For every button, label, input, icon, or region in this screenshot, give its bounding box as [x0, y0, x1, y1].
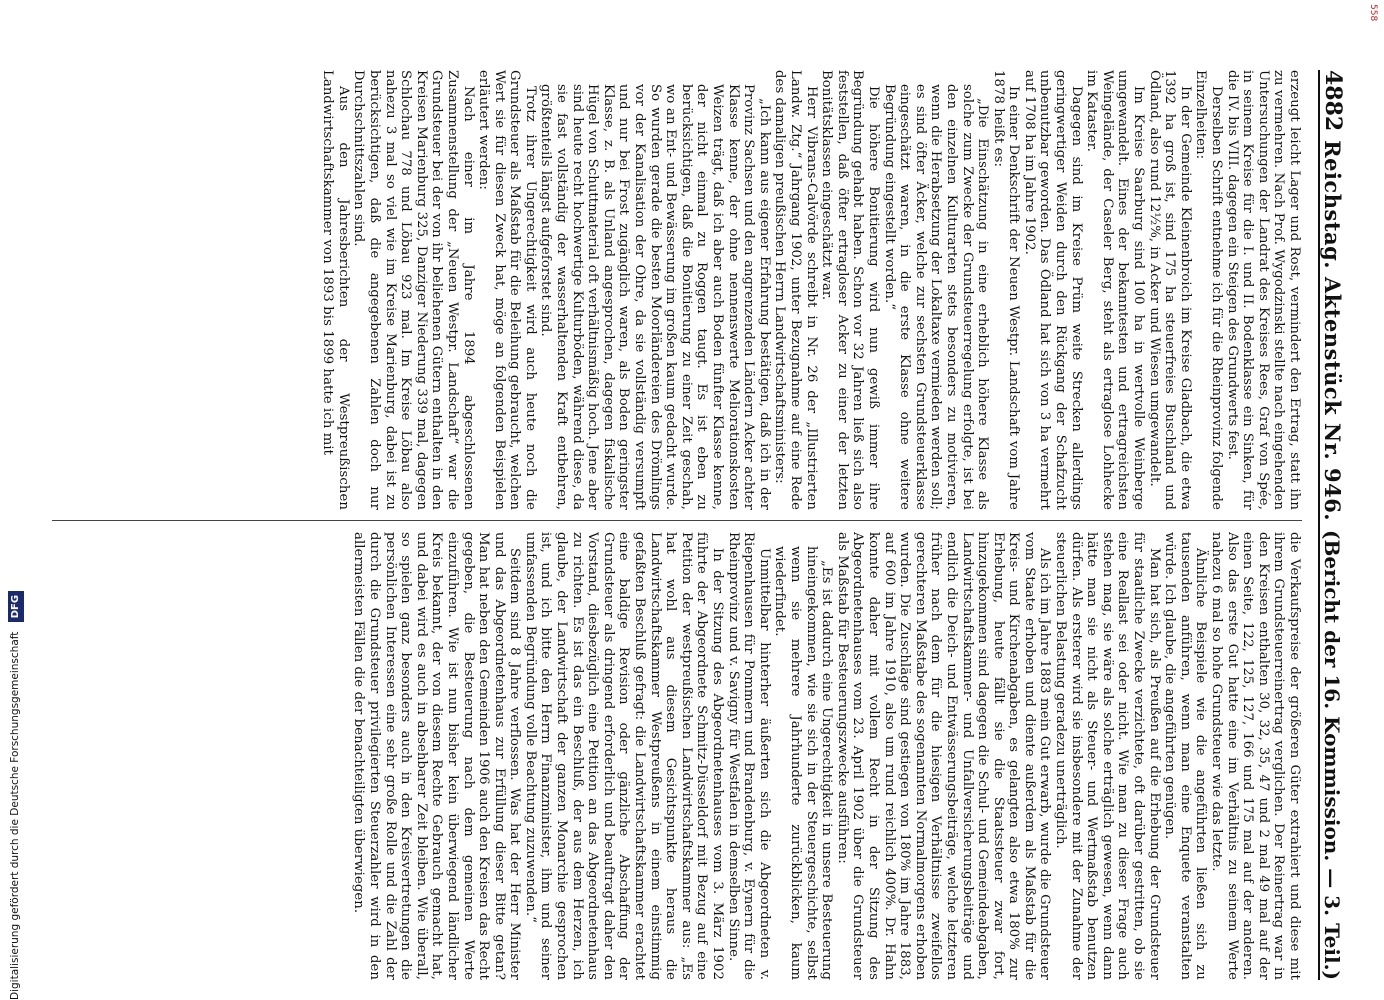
- paragraph: Im Kreise Saarburg sind 100 ha in wertvolle Weinberge umgewandelt. Eines der bekanntesten und ertragreichsten Weingelände, der Caseler Berg, steht als ertraglose Lohhecke im Kataster.: [1084, 70, 1147, 510]
- dfg-logo: DFG: [8, 591, 24, 622]
- corner-mark: 558: [1368, 4, 1378, 22]
- paragraph: Ähnliche Beispiele wie die angeführten ließen sich zu tausenden anführen, wenn man eine Enquete veranstalten würde. Ich glaube, die angeführten genügen.: [1162, 532, 1209, 980]
- paragraph: Nach einer im Jahre 1894 abgeschlossenen Zusammenstellung der „Neuen Westpr. Landschaft“ war die Grundsteuer bei der von ihr beliehenen Gütern enthalten in den Kreisen Marienburg 325, Danziger Niederung 339 mal, dagegen Schlochau 778 und Löbau 923 mal. Im Kreise Löbau also nahezu 3 mal so viel wie im Kreise Marienburg, dabei ist zu berücksichtigen, daß die angegebenen Zahlen doch nur Durchschnittszahlen sind.: [351, 70, 476, 510]
- page-number: 4882: [1320, 70, 1346, 132]
- paragraph: erzeugt leicht Lager und Rost, vermindert den Ertrag, statt ihn zu vermehren. Nach Prof. Wygodzinski stellte nach eingehenden Untersuchungen der Landrat des Kreises Rees, Graf von Spée, in seinem Kreise für die I. und II. Bodenklasse ein Sinken, für die IV. bis VIII. dagegen ein Steigen des Grundwerts fest.: [1224, 70, 1302, 510]
- funding-note-text: Digitalisierung gefördert durch die Deutsche Forschungsgemeinschaft: [9, 631, 21, 1000]
- header-section: (Bericht der 16. Kommission. — 3. Teil.): [1320, 530, 1344, 980]
- paragraph: Aus den Jahresberichten der Westpreußischen Landwirtschaftskammer von 1893 bis 1899 hatte ich mit: [320, 70, 351, 510]
- paragraph: die Verkaufspreise der größeren Güter extrahiert und diese mit ihrem Grundsteuerreinertrag verglichen. Der Reinertrag war in den Kreisen enthalten 30, 32, 35, 47 und 2 mal 49 mal auf der einen Seite, 122, 125, 127, 166 und 175 mal auf der anderen. Also das erste Gut hatte eine im Verhältnis zu seinem Werte nahezu 6 mal so hohe Grundsteuer wie das letzte.: [1209, 532, 1302, 980]
- quote-paragraph: „Die Einschätzung in eine erheblich höhere Klasse als solche zum Zwecke der Grundsteuerregelung erfolgte, ist bei den einzelnen Kulturarten stets besonders zu motivieren, wenn die Herabsetzung der Lokaltaxe vermieden werden soll; es sind öfter Äcker, welche zur sechsten Grundsteuerklasse eingeschätzt waren, in die erste Klasse ohne weitere Begründung eingestellt worden.“: [881, 84, 991, 510]
- paragraph: Seitdem sind 8 Jahre verflossen. Was hat der Herr Minister und das Abgeordnetenhaus zur Erfüllung dieser Bitte getan? Man hat neben den Gemeinden 1906 auch den Kreisen das Recht gegeben, die Besteuerung nach dem gemeinen Werte einzuführen. Wie ist nun bisher kein überwiegend ländlicher Kreis bekannt, der von diesem Rechte Gebrauch gemacht hat, und dabei wird es auch in absehbarer Zeit bleiben. Wie überall, so spielen ganz besonders auch in den Kreisvertretungen die persönlichen Interessen eine sehr große Rolle und die Zahl der durch die Grundsteuer privilegierten Steuerzahler wird in den allermeisten Fällen die der benachteiligten überwiegen.: [351, 532, 523, 980]
- paragraph: Derselben Schrift entnehme ich für die Rheinprovinz folgende Einzelheiten:: [1193, 70, 1225, 510]
- quote-paragraph: „Es ist dadurch eine Ungerechtigkeit in unsere Besteuerung hineingekommen, wie sie sich in der Steuergeschichte, selbst wenn sie mehrere Jahrhunderte zurückblicken, kaum wiederfindet.: [772, 546, 835, 980]
- page-header: [1318, 70, 1346, 980]
- paragraph: In einer Denkschrift der Neuen Westpr. Landschaft vom Jahre 1878 heißt es:: [990, 70, 1022, 510]
- funding-note: [4, 0, 26, 1000]
- paragraph: Man hat sich, als Preußen auf die Erhebung der Grundsteuer für staatliche Zwecke verzichtete, oft darüber gestritten, ob sie eine Reallast sei oder nicht. Wie man zu dieser Frage auch stehen mag, sie wäre als solche erträglich gewesen, wenn dann hätte man sie nicht als Steuer- und Wertmaßstab benutzen dürfen. Als ersterer wird sie insbesondere mit der Zunahme der steuerlichen Belastung geradezu unerträglich.: [1053, 532, 1162, 980]
- column-divider: [52, 520, 1302, 521]
- paragraph: Dagegen sind im Kreise Prüm weite Strecken allerdings geringwertiger Weiden durch den Rückgang der Schafzucht unbenutzbar geworden. Das Ödland hat sich von 3 ha vermehrt auf 1708 ha im Jahre 1902.: [1021, 70, 1084, 510]
- paragraph: Die höhere Bonitierung wird nun gewiß immer ihre Begründung gehabt haben. Schon vor 32 Jahren ließ sich also feststellen, daß öfter ertragloser Acker zu einer der letzten Bonitätsklassen eingeschätzt war.: [819, 70, 881, 510]
- paragraph: In der Sitzung des Abgeordnetenhauses vom 3. März 1902 führte der Abgeordnete Schmitz-Düsseldorf mit Bezug auf eine Petition der westpreußischen Landwirtschaftskammer aus: „Es hat wohl aus diesem Gesichtspunkte heraus die Landwirtschaftskammer Westpreußens in einem einstimmig gefaßten Beschluß gefragt: die Landwirtschaftskammer erachtet eine baldige Revision oder gänzliche Abschaffung der Grundsteuer als dringend erforderlich und beauftragt daher den Vorstand, diesbezüglich eine Petition an das Abgeordnetenhaus zu richten. Es ist das ein Beschluß, der aus dem Herzen, ich glaube, der Landwirtschaft der ganzen Monarchie gesprochen ist, und ich bitte den Herrn Finanzminister, ihm und seiner umfassenden Begründung volle Beachtung zuzuwenden.“: [522, 532, 726, 980]
- right-column: [52, 532, 1302, 980]
- paragraph: Trotz ihrer Ungerechtigkeit wird auch heute noch die Grundsteuer als Maßstab für die Beleihung gebraucht, welchen Wert sie für diesen Zweck hat, möge an folgenden Beispielen erläutert werden:: [476, 70, 538, 510]
- paragraph: In der Gemeinde Kleinenbroich im Kreise Gladbach, die etwa 1392 ha groß ist, sind 175 ha steuerfreies Buschland und Ödland, also rund 12½%, in Acker und Wiesen umgewandelt.: [1146, 70, 1193, 510]
- paragraph: Herr Vibrans-Calvörde schreibt in Nr. 26 der „Illustrierten Landw. Ztg.“ Jahrgang 1902, unter Bezugnahme auf eine Rede des damaligen preußischen Herrn Landwirtschaftsministers:: [772, 70, 819, 510]
- quote-paragraph: „Ich kann aus eigener Erfahrung bestätigen, daß ich in der Provinz Sachsen und den angrenzenden Ländern Acker achter Klasse kenne, der ohne nennenswerte Meliorationskosten Weizen trägt, daß ich aber auch Boden fünfter Klasse kenne, der nicht einmal zu Roggen taugt. Es ist eben zu berücksichtigen, daß die Bonitierung zu einer Zeit geschah, wo an Ent- und Bewässerung im großen kaum gedacht wurde. So wurden gerade die besten Moorländereien des Drömlings vor der Kanalisation der Ohre, da sie vollständig versumpft und nur bei Frost zugänglich waren, als Boden geringster Klasse, z. B. als Unland angesprochen, dagegen fiskalische Hügel von Schuttmaterial oft verhältnismäßig hoch. Jene aber sind heute recht hochwertige Kulturböden, während diese, da sie fast vollständig der wasserhaltenden Kraft entbehren, größtenteils längst aufgeforstet sind.: [538, 84, 772, 510]
- header-title: Reichstag. Aktenstück Nr. 946.: [1320, 140, 1345, 522]
- left-column: [52, 70, 1302, 510]
- paragraph: Als ich im Jahre 1883 mein Gut erwarb, wurde die Grundsteuer vom Staate erhoben und diente außerdem als Maßstab für die Kreis- und Kirchenabgaben, es gelangten also etwa 180% zur Erhebung, heute fällt sie die Staatssteuer zwar fort, hinzugekommen sind dagegen die Schul- und Gemeindeabgaben, Landwirtschaftskammer- und Unfallversicherungsbeiträge und endlich die Deich- und Entwässerungsbeiträge, welche letzteren früher nach dem für die hiesigen Verhältnisse zweifellos gerechteren Maßstabe des sogenannten Normalmorgens erhoben wurden. Die Zuschläge sind gestiegen von 180% im Jahre 1883, auf 600 im Jahre 1910, also um rund reichlich 400%. Dr. Hahn konnte daher mit vollem Recht in der Sitzung des Abgeordnetenhauses vom 23. April 1902 über die Grundsteuer als Maßstab für Besteuerungszwecke ausführen:: [834, 532, 1053, 980]
- paragraph: Unmittelbar hinterher äußerten sich die Abgeordneten v. Riepenhausen für Pommern und Brandenburg, v. Eynern für die Rheinprovinz und v. Savigny für Westfalen in demselben Sinne.: [725, 532, 772, 980]
